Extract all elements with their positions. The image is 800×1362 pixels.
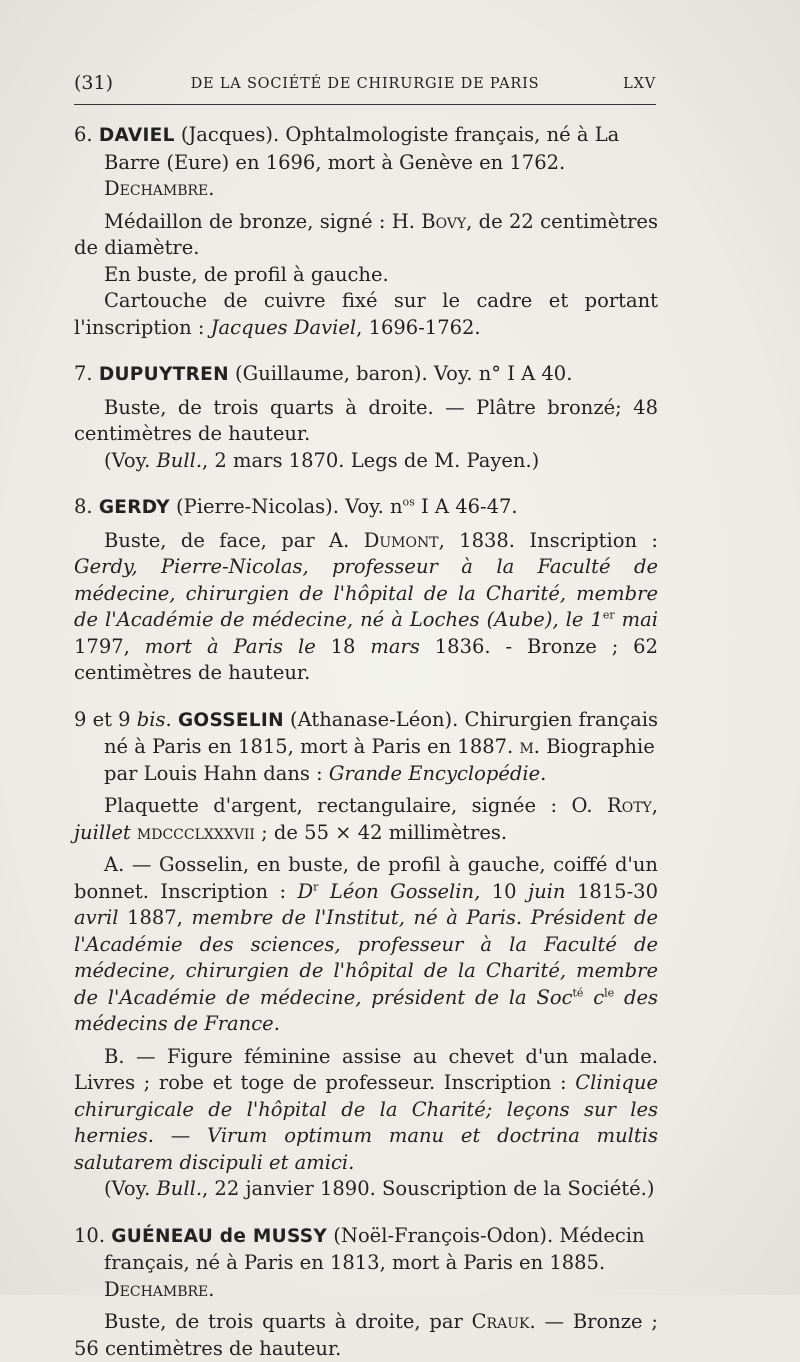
- text: Bull.: [156, 449, 202, 472]
- entry-heading: [74, 1223, 658, 1304]
- entry-heading: [74, 361, 658, 389]
- entry-number: 8.: [74, 495, 93, 518]
- entry-name: GUÉNEAU de MUSSY: [111, 1226, 327, 1247]
- description-paragraph: [74, 793, 658, 846]
- text: 1797,: [74, 635, 145, 658]
- text: mort à Paris le: [145, 635, 316, 658]
- text: mars: [370, 635, 419, 658]
- source-note: [74, 1176, 658, 1203]
- description-paragraph: [74, 209, 658, 262]
- roman-page-number: LXV: [623, 76, 656, 92]
- header-rule: [74, 104, 656, 105]
- description-paragraph: [74, 1309, 658, 1362]
- reverse-description: [74, 1044, 658, 1177]
- text: D: [298, 880, 314, 903]
- source-reference: Dechambre.: [104, 177, 214, 200]
- text: B. — Figure féminine assise au chevet d'un malade. Livres ; robe et toge de professeur. Inscription :: [74, 1045, 658, 1095]
- entry-gueneau-de-mussy: [74, 1223, 658, 1362]
- entry-heading: [74, 494, 658, 522]
- text: Buste, de face, par A.: [104, 529, 364, 552]
- text: avril: [74, 906, 118, 929]
- text: . Biographie par Louis Hahn dans :: [104, 735, 655, 785]
- entry-number: 10.: [74, 1224, 105, 1247]
- text: mai: [615, 608, 658, 631]
- text: 18: [316, 635, 371, 658]
- entry-name: DUPUYTREN: [99, 364, 229, 385]
- entry-name: DAVIEL: [99, 125, 175, 146]
- entry-heading: [74, 707, 658, 788]
- text: , 1838. Inscription :: [439, 529, 658, 552]
- artist-name: Dumont: [364, 529, 439, 552]
- entry-number: 9 et 9: [74, 708, 137, 731]
- description-paragraph: [74, 288, 658, 341]
- artist-name: Crauk: [472, 1310, 530, 1333]
- text: 1815-30: [565, 880, 658, 903]
- text: bis: [137, 708, 166, 731]
- text: os: [403, 496, 415, 509]
- text: juillet: [74, 821, 131, 844]
- source-reference: Dechambre.: [104, 1278, 214, 1301]
- entry-heading: [74, 122, 658, 203]
- text: r: [313, 880, 318, 893]
- text: des médecins de France.: [74, 986, 658, 1036]
- entry-number: 7.: [74, 362, 93, 385]
- text: le: [604, 986, 614, 999]
- text: Clinique chirurgicale de l'hôpital de la Charité; leçons sur les hernies. — Virum optimum manu et doctrina multis salutarem discipuli et amici.: [74, 1071, 658, 1174]
- page-reference: (31): [74, 72, 113, 94]
- text: ; de 55 × 42 millimètres.: [255, 821, 507, 844]
- text: juin: [528, 880, 565, 903]
- entry-name: GOSSELIN: [178, 710, 284, 731]
- entry-dupuytren: [74, 361, 658, 474]
- text: ,: [652, 794, 658, 817]
- description-paragraph: [74, 528, 658, 687]
- entry-number: 6.: [74, 123, 93, 146]
- text: A. — Gosselin, en buste, de profil à gauche, coiffé d'un bonnet. Inscription :: [74, 853, 658, 903]
- artist-name: H. Bovy: [392, 210, 466, 233]
- heading-text: (Athanase-Léon). Chirurgien français né à Paris en 1815, mort à Paris en 1887.: [104, 708, 658, 759]
- text: , 2 mars 1870. Legs de M. Payen.): [202, 449, 539, 472]
- text: membre de l'Institut, né à Paris. Président de l'Académie des sciences, professeur à la Faculté de médecine, chirurgien de l'hôpital de la Charité, membre de l'Académie de médecine, président de la Soc: [74, 906, 658, 1009]
- description-paragraph: En buste, de profil à gauche.: [74, 262, 658, 289]
- description-paragraph: [74, 448, 658, 475]
- text: 1887,: [118, 906, 191, 929]
- text: .: [166, 708, 172, 731]
- text: Bull.: [156, 1177, 202, 1200]
- heading-text: (Noël-François-Odon). Médecin français, né à Paris en 1813, mort à Paris en 1885.: [104, 1224, 645, 1275]
- entry-daviel: [74, 122, 658, 341]
- entry-name: GERDY: [99, 497, 170, 518]
- text: mdccclxxxvii: [131, 821, 255, 844]
- text: Médaillon de bronze, signé :: [104, 210, 392, 233]
- text: , 1696-1762.: [356, 316, 480, 339]
- artist-name: Roty: [607, 794, 652, 817]
- text: c: [583, 986, 604, 1009]
- inscription-text: Gerdy, Pierre-Nicolas, professeur à la Faculté de médecine, chirurgien de l'hôpital de la Charité, membre de l'Académie de médecine, né à Loches (Aube), le 1: [74, 555, 658, 631]
- text: Buste, de trois quarts à droite, par: [104, 1310, 472, 1333]
- text: Cartouche de cuivre fixé sur le cadre et portant l'inscription :: [74, 289, 658, 339]
- text: té: [573, 986, 584, 999]
- heading-text: (Jacques). Ophtalmologiste français, né à La Barre (Eure) en 1696, mort à Genève en 1762.: [104, 123, 619, 174]
- text: I A 46-47.: [415, 495, 518, 518]
- heading-text: (Guillaume, baron). Voy. n° I A 40.: [229, 362, 573, 385]
- publication-title: Grande Encyclopédie.: [329, 762, 546, 785]
- text: 1836. - Bronze ; 62 centimètres de hauteur.: [74, 635, 658, 685]
- entry-gosselin: [74, 707, 658, 1203]
- entry-gerdy: [74, 494, 658, 687]
- running-title: DE LA SOCIÉTÉ DE CHIRURGIE DE PARIS: [74, 76, 656, 92]
- running-header: [74, 72, 656, 98]
- text: . — Bronze ; 56 centimètres de hauteur.: [74, 1310, 658, 1360]
- obverse-description: [74, 852, 658, 1038]
- text: er: [603, 609, 615, 622]
- text: 10: [480, 880, 528, 903]
- text: m: [519, 735, 533, 758]
- text: , 22 janvier 1890. Souscription de la Société.): [202, 1177, 654, 1200]
- body-text: [74, 122, 658, 1362]
- text: Plaquette d'argent, rectangulaire, signée : O.: [104, 794, 607, 817]
- description-paragraph: Buste, de trois quarts à droite. — Plâtre bronzé; 48 centimètres de hauteur.: [74, 395, 658, 448]
- text: (Voy.: [104, 449, 156, 472]
- text: Léon Gosselin,: [318, 880, 480, 903]
- heading-text: (Pierre-Nicolas). Voy. n: [170, 495, 403, 518]
- inscription-text: Jacques Daviel: [211, 316, 356, 339]
- text: (Voy.: [104, 1177, 156, 1200]
- text: , de 22 centimètres de diamètre.: [74, 210, 658, 260]
